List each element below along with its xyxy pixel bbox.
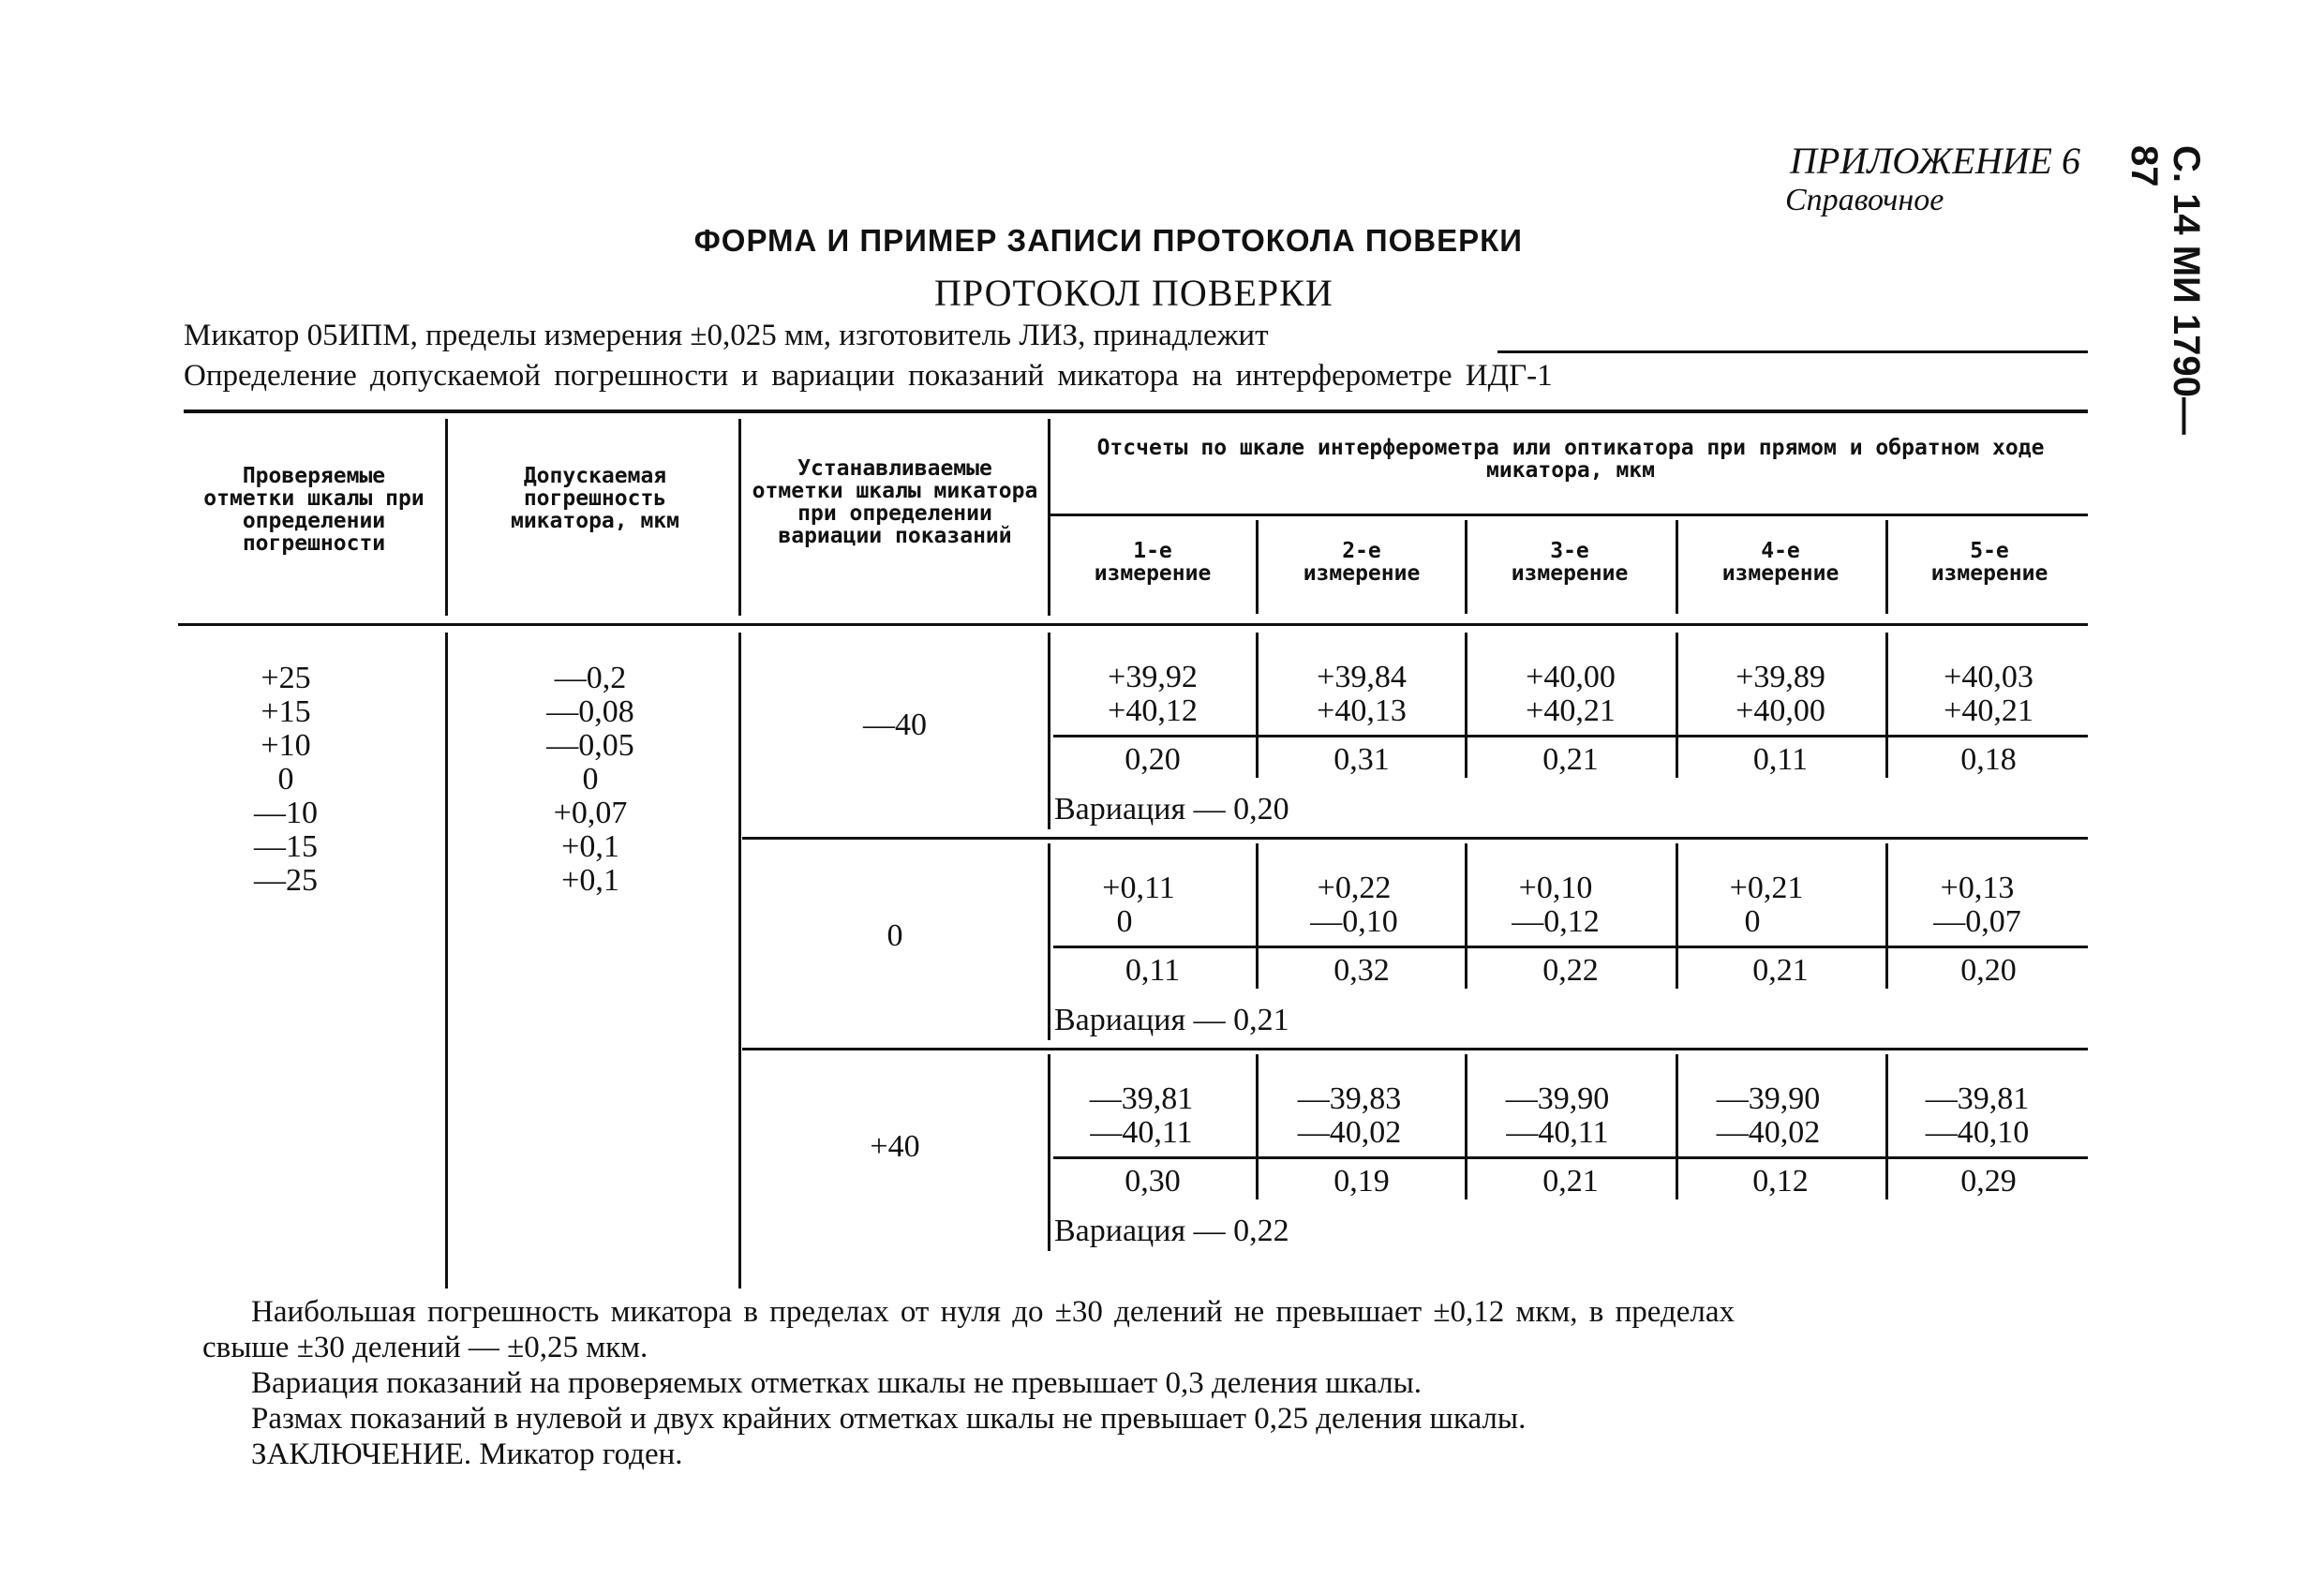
footer-line-2: Вариация показаний на проверяемых отметках шкалы не превышает 0,3 деления шкалы. — [251, 1366, 1423, 1400]
diff-2: 0,32 — [1333, 953, 1390, 988]
page-code: С. 14 МИ 1790—87 — [2123, 145, 2207, 435]
group-1-div-4 — [1885, 633, 1888, 778]
group-1-div-2 — [1465, 633, 1467, 778]
footer-conclusion: ЗАКЛЮЧЕНИЕ. Микатор годен. — [251, 1438, 683, 1471]
diff-4: 0,21 — [1752, 953, 1809, 988]
subcol-divider-1 — [1256, 520, 1259, 614]
fraction-rule — [1053, 1156, 2088, 1159]
header-measurement-4: 4-е измерение — [1721, 539, 1840, 586]
set-mark: 0 — [886, 918, 903, 953]
checked-marks-values: +25 +15 +10 0 —10 —15 —25 — [254, 661, 318, 898]
group-2-div-1 — [1256, 843, 1259, 989]
reverse-5: +40,21 — [1944, 693, 2034, 728]
forward-4: +0,21 — [1729, 871, 1804, 905]
diff-2: 0,19 — [1333, 1164, 1390, 1199]
form-title: ФОРМА И ПРИМЕР ЗАПИСИ ПРОТОКОЛА ПОВЕРКИ — [693, 223, 1523, 258]
header-measurement-5: 5-е измерение — [1930, 539, 2048, 586]
subcol-divider-2 — [1465, 520, 1467, 614]
allowed-error-values: —0,2 —0,08 —0,05 0 +0,07 +0,1 +0,1 — [546, 661, 634, 898]
variation: Вариация — 0,22 — [1054, 1214, 1289, 1248]
forward-1: +39,92 — [1108, 660, 1198, 694]
forward-1: —39,81 — [1089, 1081, 1194, 1116]
reverse-5: —40,10 — [1925, 1115, 2030, 1150]
readings-subheader-rule — [1050, 514, 2088, 516]
reverse-2: —0,10 — [1310, 904, 1398, 939]
forward-3: +0,10 — [1518, 871, 1593, 905]
reverse-2: —40,02 — [1297, 1115, 1402, 1150]
diff-1: 0,20 — [1125, 742, 1181, 777]
forward-4: +39,89 — [1736, 660, 1825, 694]
reverse-4: +40,00 — [1736, 693, 1825, 728]
reverse-1: +40,12 — [1108, 693, 1198, 728]
group-separator-2 — [742, 1048, 2088, 1050]
column-divider-1b — [445, 633, 448, 1289]
footer-line-1a: Наибольшая погрешность микатора в пределах от нуля до ±30 делений не превышает ±0,12 мкм, в пределах — [251, 1295, 1736, 1329]
intro-line-1: Микатор 05ИПМ, пределы измерения ±0,025 мм, изготовитель ЛИЗ, принадлежит — [184, 319, 1269, 352]
fraction-rule — [1053, 735, 2088, 737]
variation: Вариация — 0,21 — [1054, 1003, 1289, 1037]
forward-2: +39,84 — [1317, 660, 1407, 694]
reverse-1: —40,11 — [1090, 1115, 1193, 1150]
header-set-marks: Устанавливаемые отметки шкалы микатора при определении вариации показаний — [752, 456, 1038, 548]
diff-3: 0,21 — [1542, 1164, 1599, 1199]
forward-4: —39,90 — [1716, 1081, 1821, 1116]
appendix-type: Справочное — [1785, 183, 1944, 217]
intro-line-2: Определение допускаемой погрешности и вариации показаний микатора на интерферометре ИДГ-1 — [184, 359, 1553, 393]
footer-line-3: Размах показаний в нулевой и двух крайних отметках шкалы не превышает 0,25 деления шкалы. — [251, 1402, 1527, 1436]
header-readings: Отсчеты по шкале интерферометра или оптикатора при прямом и обратном ходе микатора, мкм — [1096, 436, 2045, 483]
header-allowed-error: Допускаемая погрешность микатора, мкм — [510, 464, 679, 533]
column-divider-1 — [445, 419, 448, 616]
diff-4: 0,12 — [1752, 1164, 1809, 1199]
subcol-divider-3 — [1676, 520, 1678, 614]
header-measurement-3: 3-е измерение — [1511, 539, 1629, 586]
protocol-title: ПРОТОКОЛ ПОВЕРКИ — [934, 272, 1333, 314]
set-mark: +40 — [870, 1129, 920, 1164]
set-mark: —40 — [863, 708, 927, 742]
appendix-label: ПРИЛОЖЕНИЕ 6 — [1790, 140, 2080, 182]
reverse-3: +40,21 — [1526, 693, 1616, 728]
reverse-3: —0,12 — [1512, 904, 1600, 939]
header-measurement-1: 1-е измерение — [1094, 539, 1212, 586]
column-divider-2b — [738, 633, 741, 1289]
diff-1: 0,30 — [1125, 1164, 1181, 1199]
header-bottom-rule — [178, 623, 2088, 626]
diff-4: 0,11 — [1752, 742, 1809, 777]
group-separator-1 — [742, 837, 2088, 840]
forward-5: —39,81 — [1925, 1081, 2030, 1116]
group-1-div-1 — [1256, 633, 1259, 778]
forward-5: +0,13 — [1940, 871, 2015, 905]
fraction-rule — [1053, 946, 2088, 948]
forward-3: +40,00 — [1526, 660, 1616, 694]
diff-2: 0,31 — [1333, 742, 1390, 777]
reverse-2: +40,13 — [1317, 693, 1407, 728]
forward-5: +40,03 — [1944, 660, 2034, 694]
forward-2: +0,22 — [1317, 871, 1392, 905]
reverse-1: 0 — [1116, 904, 1133, 939]
subcol-divider-4 — [1885, 520, 1888, 614]
footer-line-1b: свыше ±30 делений — ±0,25 мкм. — [202, 1331, 648, 1364]
diff-3: 0,21 — [1542, 742, 1599, 777]
owner-blank-line — [1497, 350, 2088, 353]
forward-1: +0,11 — [1102, 871, 1175, 905]
table-top-rule — [184, 410, 2088, 413]
diff-5: 0,29 — [1960, 1164, 2017, 1199]
header-checked-marks: Проверяемые отметки шкалы при определении погрешности — [203, 464, 425, 556]
diff-1: 0,11 — [1125, 953, 1181, 988]
header-measurement-2: 2-е измерение — [1303, 539, 1421, 586]
variation: Вариация — 0,20 — [1054, 792, 1289, 827]
column-divider-3 — [1048, 419, 1050, 616]
reverse-3: —40,11 — [1506, 1115, 1609, 1150]
forward-3: —39,90 — [1505, 1081, 1610, 1116]
diff-3: 0,22 — [1542, 953, 1599, 988]
forward-2: —39,83 — [1297, 1081, 1402, 1116]
diff-5: 0,20 — [1960, 953, 2017, 988]
column-divider-2 — [738, 419, 741, 616]
reverse-4: —40,02 — [1716, 1115, 1821, 1150]
reverse-4: 0 — [1744, 904, 1761, 939]
group-1-div-3 — [1676, 633, 1678, 778]
group-1-left-rule — [1048, 633, 1050, 829]
reverse-5: —0,07 — [1933, 904, 2021, 939]
diff-5: 0,18 — [1960, 742, 2017, 777]
